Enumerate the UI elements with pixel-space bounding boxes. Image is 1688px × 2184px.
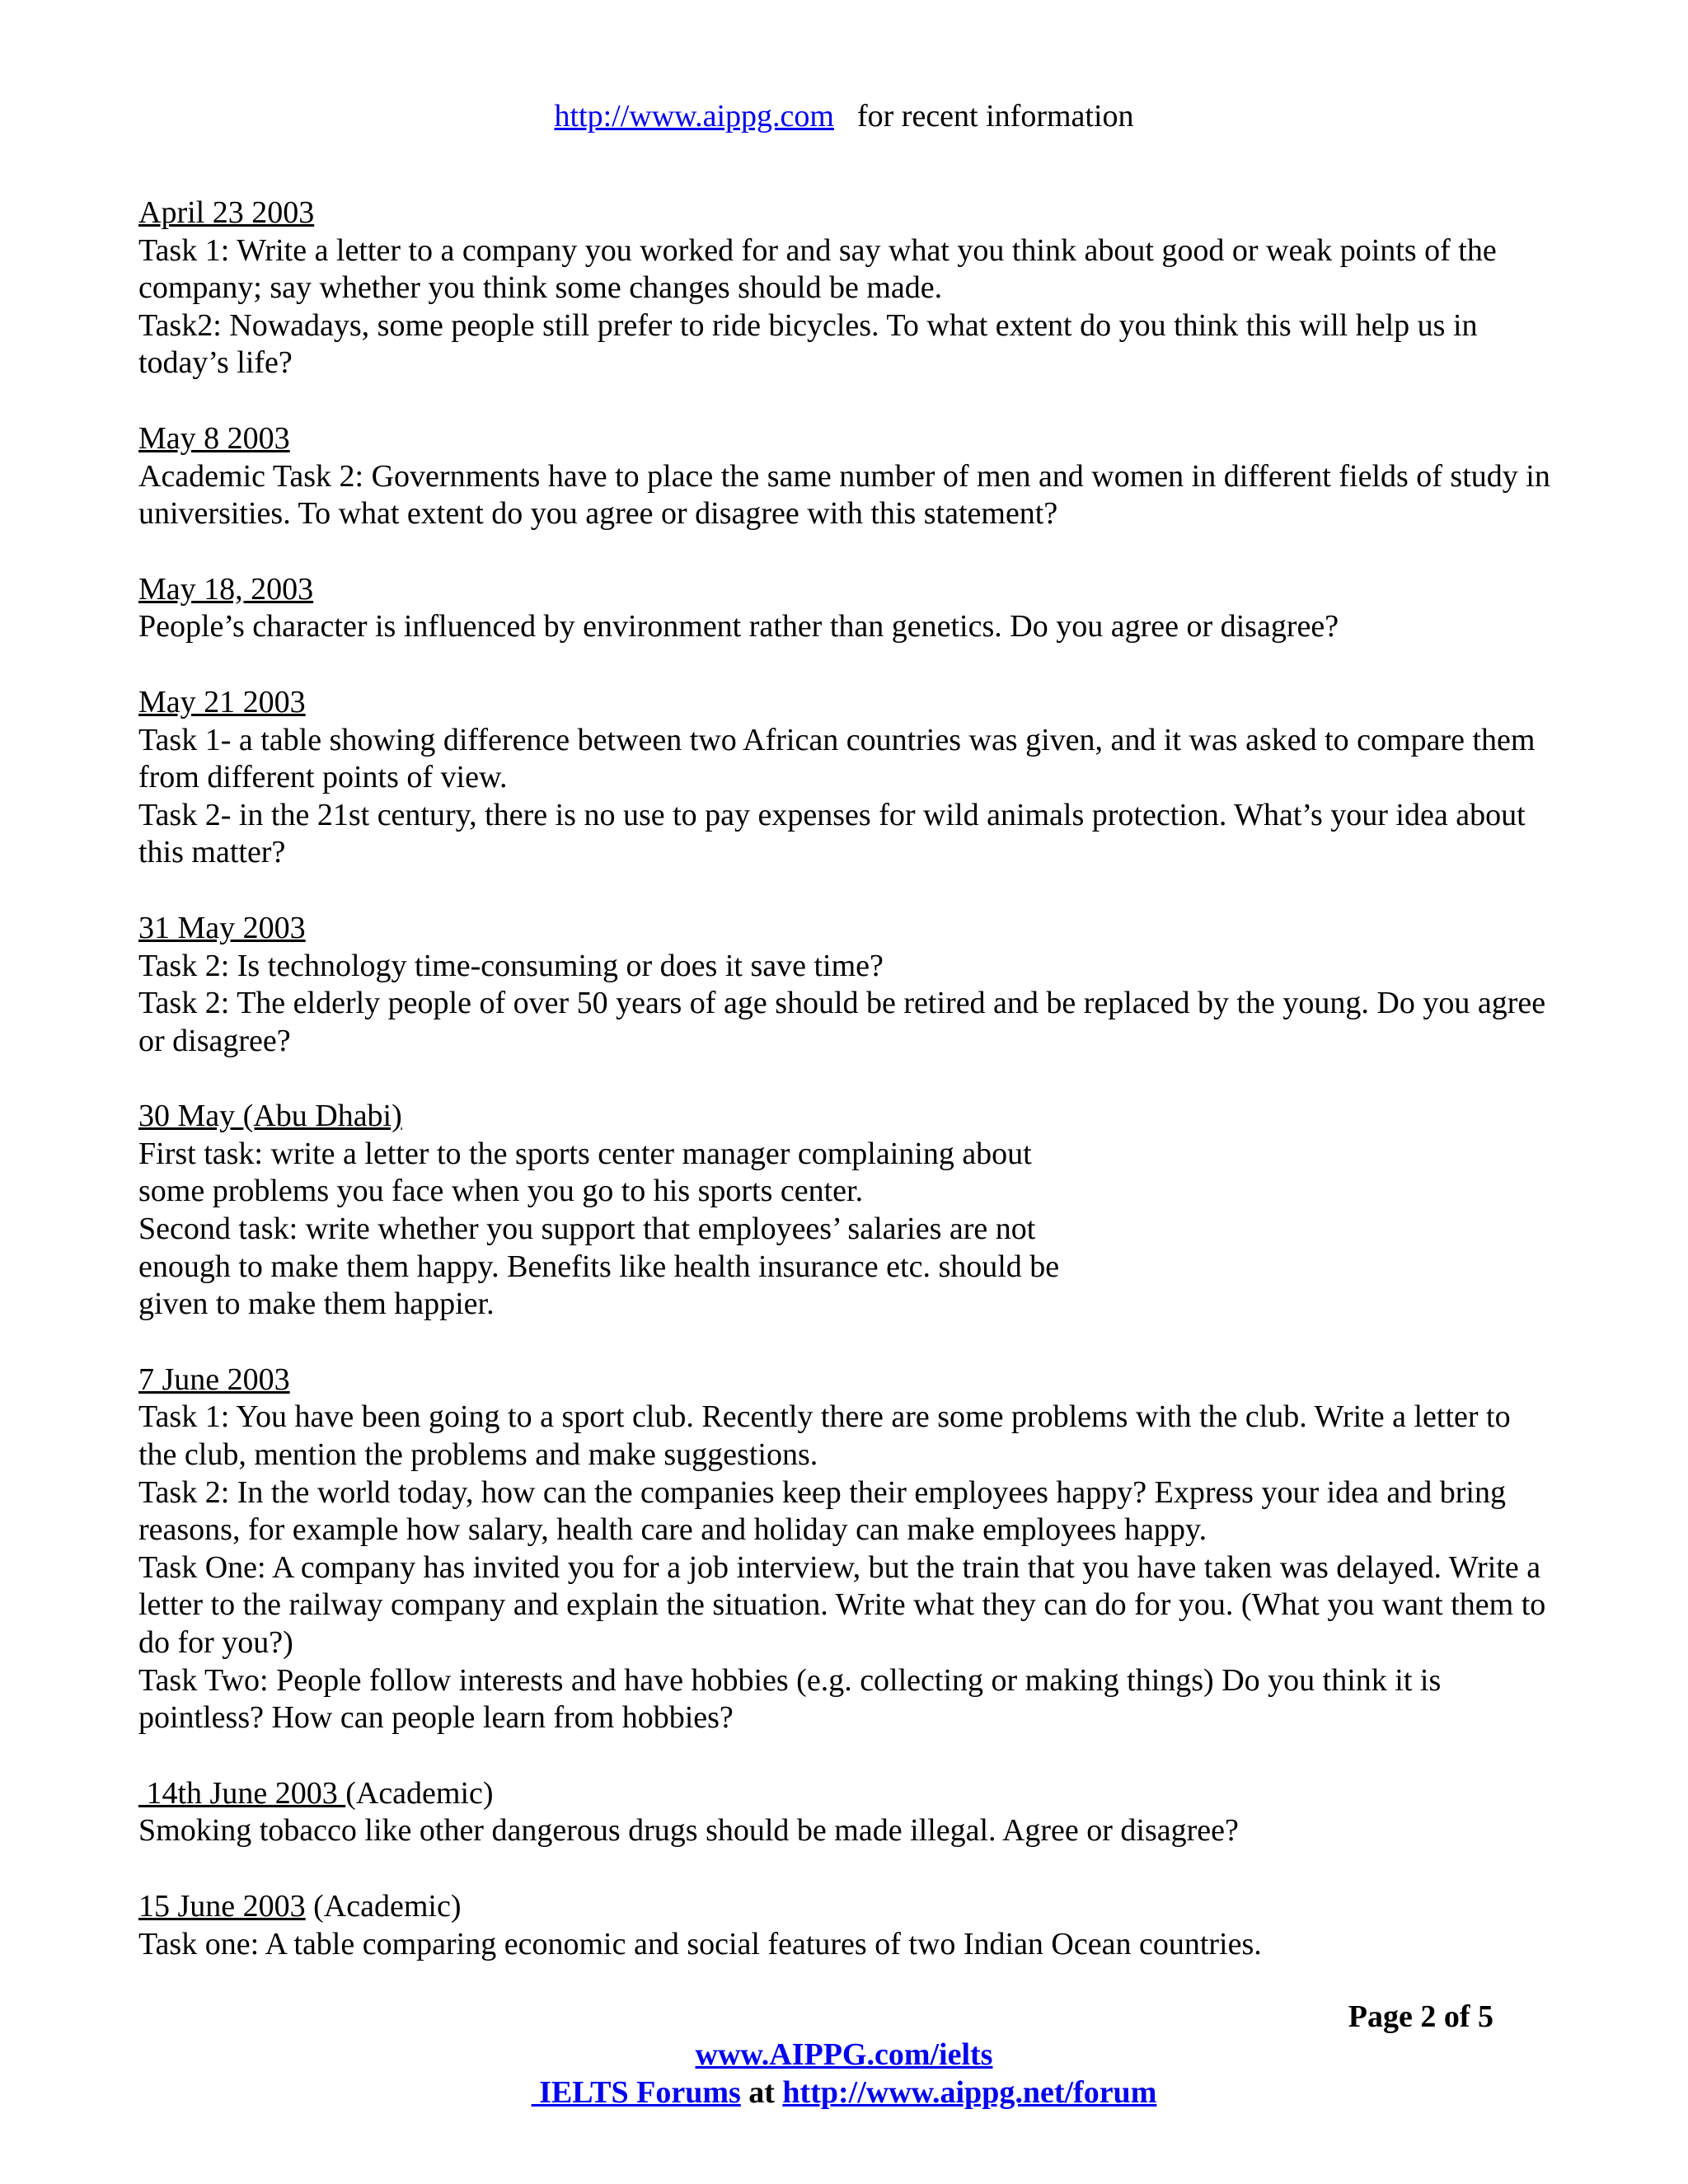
task-text: Task2: Nowadays, some people still prefer to ride bicycles. To what extent do you think this will help us in today’s life? xyxy=(138,307,1478,381)
entry-may-18-2003 xyxy=(138,571,1556,646)
footer-forum-url-link[interactable]: http://www.aippg.net/forum xyxy=(782,2075,1157,2110)
entry-date: 14th June 2003 (Academic) xyxy=(138,1775,494,1811)
entry-30-may-abu-dhabi xyxy=(138,1098,1556,1324)
entry-15-june-2003 xyxy=(138,1888,1556,1963)
entry-may-8-2003 xyxy=(138,420,1556,533)
entry-date: 31 May 2003 xyxy=(138,910,306,945)
task-text: Task 2: In the world today, how can the companies keep their employees happy? Express your idea and bring reasons, for example how salary, health care and holiday can make employees happy. xyxy=(138,1474,1506,1548)
task-text: Task 2: Is technology time-consuming or does it save time? xyxy=(138,948,884,983)
task-text: Task 2- in the 21st century, there is no use to pay expenses for wild animals protection. What’s your idea about this matter? xyxy=(138,797,1526,870)
entry-14th-june-2003 xyxy=(138,1775,1556,1850)
entry-date: May 8 2003 xyxy=(138,420,290,456)
header-site-link[interactable]: http://www.aippg.com xyxy=(554,99,834,134)
footer-links xyxy=(0,2036,1688,2111)
page-number: Page 2 of 5 xyxy=(1348,1999,1493,2034)
task-text: First task: write a letter to the sports center manager complaining about some problems you face when you go to his sports center. xyxy=(138,1136,1032,1209)
entry-date: 15 June 2003 (Academic) xyxy=(138,1888,462,1924)
page-header xyxy=(0,97,1688,135)
footer-site-link[interactable]: www.AIPPG.com/ielts xyxy=(695,2037,993,2072)
task-text: Task Two: People follow interests and have hobbies (e.g. collecting or making things) Do you think it is pointless? How can people learn from hobbies? xyxy=(138,1662,1442,1736)
task-text: Task 1: You have been going to a sport club. Recently there are some problems with the club. Write a letter to the club, mention the problems and make suggestions. xyxy=(138,1399,1511,1473)
footer-at-text: at xyxy=(740,2075,783,2110)
task-text: Task one: A table comparing economic and social features of two Indian Ocean countries. xyxy=(138,1926,1262,1961)
task-text: Task 1: Write a letter to a company you worked for and say what you think about good or weak points of the company; say whether you think some changes should be made. xyxy=(138,232,1497,306)
entry-date: 30 May (Abu Dhabi) xyxy=(138,1099,402,1134)
entry-7-june-2003 xyxy=(138,1361,1556,1737)
entry-31-may-2003 xyxy=(138,910,1556,1060)
entry-date: May 21 2003 xyxy=(138,684,306,719)
entry-date: May 18, 2003 xyxy=(138,571,314,607)
entry-may-21-2003 xyxy=(138,684,1556,872)
task-text: Second task: write whether you support that employees’ salaries are not enough to make them happy. Benefits like health insurance etc. should be given to make them happier. xyxy=(138,1212,1060,1322)
entry-april-23-2003 xyxy=(138,194,1556,382)
task-list xyxy=(138,194,1556,2001)
task-text: Task One: A company has invited you for a job interview, but the train that you have taken was delayed. Write a letter to the railway company and explain the situation. Write what they can do for you. (What you want them to do for you?) xyxy=(138,1549,1546,1660)
task-text: Task 2: The elderly people of over 50 years of age should be retired and be replaced by the young. Do you agree or disagree? xyxy=(138,986,1546,1058)
header-text: for recent information xyxy=(856,99,1134,134)
task-text: People’s character is influenced by environment rather than genetics. Do you agree or disagree? xyxy=(138,609,1339,644)
task-text: Academic Task 2: Governments have to place the same number of men and women in different fields of study in universities. To what extent do you agree or disagree with this statement? xyxy=(138,458,1550,532)
entry-date: April 23 2003 xyxy=(138,195,315,230)
entry-date: 7 June 2003 xyxy=(138,1361,290,1397)
task-text: Task 1- a table showing difference between two African countries was given, and it was asked to compare them from different points of view. xyxy=(138,722,1536,795)
footer-forums-link[interactable]: IELTS Forums xyxy=(531,2075,741,2110)
task-text: Smoking tobacco like other dangerous drugs should be made illegal. Agree or disagree? xyxy=(138,1813,1239,1849)
